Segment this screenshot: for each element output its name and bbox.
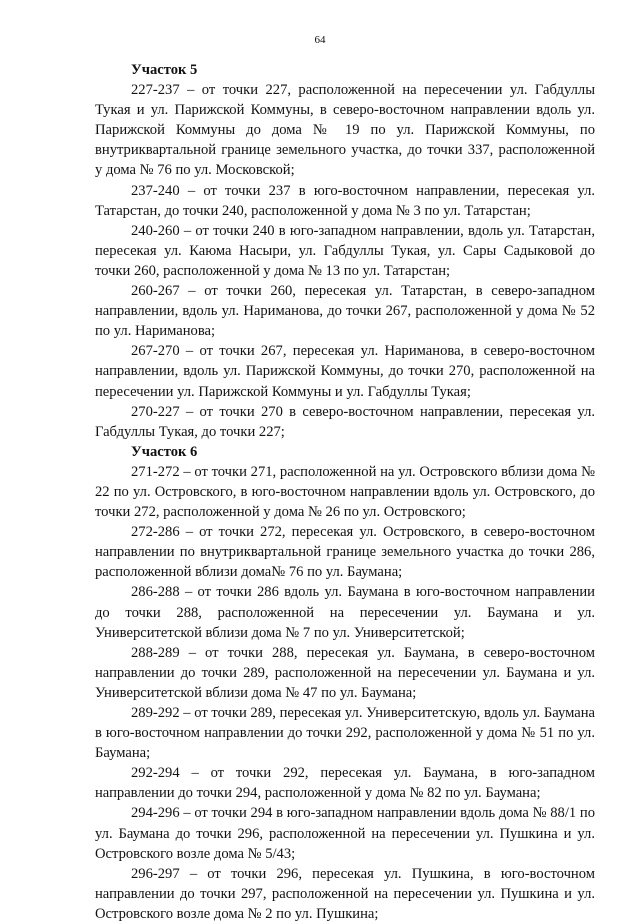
boundary-paragraph: 227-237 – от точки 227, расположенной на пересечении ул. Габдуллы Тукая и ул. Парижской Коммуны, в северо-восточном направлении вдоль ул. Парижской Коммуны до дома № 19 по ул. Парижской Коммуны, по внутриквартальной границе земельного участка, до точки 337, расположенной у дома № 76 по ул. Московской; [95, 82, 595, 179]
section-title: Участок 6 [131, 443, 198, 460]
document-body [95, 60, 595, 924]
boundary-paragraph: 267-270 – от точки 267, пересекая ул. Нариманова, в северо-восточном направлении, вдоль ул. Парижской Коммуны, до точки 270, расположенной на пересечении ул. Парижской Коммуны и ул. Габдуллы Тукая; [95, 343, 595, 400]
boundary-paragraph: 288-289 – от точки 288, пересекая ул. Баумана, в северо-восточном направлении до точки 289, расположенной на пересечении ул. Баумана и ул. Университетской вблизи дома № 47 по ул. Баумана; [95, 644, 595, 701]
boundary-paragraph: 240-260 – от точки 240 в юго-западном направлении, вдоль ул. Татарстан, пересекая ул. Каюма Насыри, ул. Габдуллы Тукая, ул. Сары Садыковой до точки 260, расположенной у дома № 13 по ул. Татарстан; [95, 222, 595, 279]
boundary-paragraph: 296-297 – от точки 296, пересекая ул. Пушкина, в юго-восточном направлении до точки 297, расположенной на пересечении ул. Пушкина и ул. Островского возле дома № 2 по ул. Пушкина; [95, 865, 595, 922]
boundary-paragraph: 289-292 – от точки 289, пересекая ул. Университетскую, вдоль ул. Баумана в юго-восточном направлении до точки 292, расположенной у дома № 51 по ул. Баумана; [95, 705, 595, 762]
boundary-paragraph: 286-288 – от точки 286 вдоль ул. Баумана в юго-восточном направлении до точки 288, расположенной на пересечении ул. Баумана и ул. Университетской вблизи дома № 7 по ул. Университетской; [95, 584, 595, 641]
boundary-paragraph: 271-272 – от точки 271, расположенной на ул. Островского вблизи дома № 22 по ул. Островского, в юго-восточном направлении вдоль ул. Островского, до точки 272, расположенной у дома № 26 по ул. Островского; [95, 463, 595, 521]
boundary-paragraph: 270-227 – от точки 270 в северо-восточном направлении, пересекая ул. Габдуллы Тукая, до точки 227; [95, 403, 595, 440]
section-title: Участок 5 [131, 62, 198, 78]
boundary-paragraph: 294-296 – от точки 294 в юго-западном направлении вдоль дома № 88/1 по ул. Баумана до точки 296, расположенной на пересечении ул. Пушкина и ул. Островского возле дома № 5/43; [95, 805, 595, 862]
boundary-paragraph: 272-286 – от точки 272, пересекая ул. Островского, в северо-восточном направлении по внутриквартальной границе земельного участка до точки 286, расположенной вблизи дома№ 76 по ул. Баумана; [95, 524, 595, 581]
boundary-paragraph: 292-294 – от точки 292, пересекая ул. Баумана, в юго-западном направлении до точки 294, расположенной у дома № 82 по ул. Баумана; [95, 765, 595, 802]
boundary-paragraph: 237-240 – от точки 237 в юго-восточном направлении, пересекая ул. Татарстан, до точки 240, расположенной у дома № 3 по ул. Татарстан; [95, 182, 595, 219]
boundary-paragraph: 260-267 – от точки 260, пересекая ул. Татарстан, в северо-западном направлении, вдоль ул. Нариманова, до точки 267, расположенной у дома № 52 по ул. Нариманова; [95, 283, 595, 340]
page-number: 64 [314, 34, 326, 46]
